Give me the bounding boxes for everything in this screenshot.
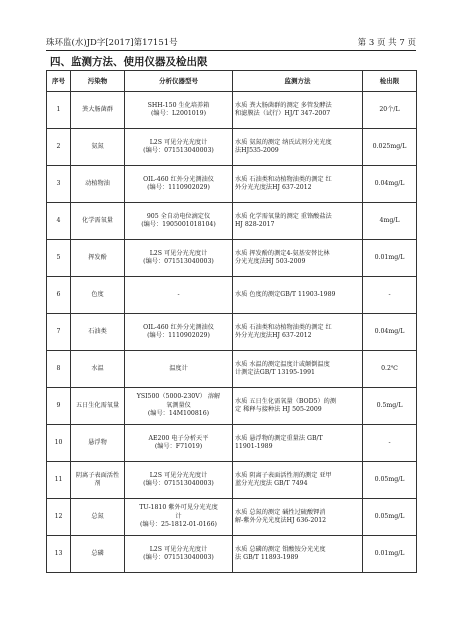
cell-instrument-line: SHH-150 生化培养箱 [147,101,210,109]
table-row [47,462,417,499]
table-body [47,92,417,573]
cell-instrument-line: (编号：L2001019) [150,110,207,117]
cell-method-line: 水质 总氮的测定 碱性过硫酸钾消 [235,508,326,516]
cell-no: 4 [47,203,71,240]
column-header-method: 监测方法 [233,71,363,92]
table-row [47,314,417,351]
cell-instrument-line: OIL-460 红外分光测油仪 [143,323,214,331]
page-header [46,36,416,48]
cell-method-line: 水质 石油类和动植物油类的测定 红 [235,175,332,183]
cell-instrument-line: L2S 可见分光光度计 [149,138,208,146]
cell-instrument [125,388,233,425]
cell-method-line: 水质 总磷的测定 钼酸铵分光光度 [235,545,326,553]
table-row [47,203,417,240]
column-header-limit: 检出限 [363,71,417,92]
cell-no: 7 [47,314,71,351]
cell-instrument [125,129,233,166]
cell-instrument-line: (编号：1110902029) [147,184,210,191]
cell-method [233,129,363,166]
cell-pollutant: 悬浮物 [71,425,125,462]
cell-limit: 0.025mg/L [363,129,417,166]
cell-pollutant: 氨氮 [71,129,125,166]
table-row [47,388,417,425]
cell-limit: 0.05mg/L [363,499,417,536]
cell-pollutant: 粪大肠菌群 [71,92,125,129]
cell-instrument-line: L2S 可见分光光度计 [149,249,208,257]
cell-method [233,425,363,462]
cell-method-line: 水质 石油类和动植物油类的测定 红 [235,323,332,331]
cell-instrument-line: (编号：25-1812-01-0166) [140,521,217,529]
cell-method [233,314,363,351]
cell-instrument-line: - [177,290,180,298]
cell-no: 12 [47,499,71,536]
cell-instrument-line: (编号：071513040003) [143,554,214,561]
cell-no: 8 [47,351,71,388]
cell-no: 2 [47,129,71,166]
cell-no: 6 [47,277,71,314]
cell-instrument-line: 计 [175,512,182,520]
cell-no: 13 [47,536,71,573]
cell-limit: 0.04mg/L [363,314,417,351]
cell-pollutant: 五日生化需氧量 [71,388,125,425]
cell-method-line: 定 稀释与接种法 HJ 505-2009 [235,406,322,413]
cell-method [233,388,363,425]
cell-limit: 4mg/L [363,203,417,240]
cell-method [233,499,363,536]
cell-instrument-line: TU-1810 紫外可见分光光度 [139,504,218,512]
cell-instrument [125,277,233,314]
column-header-instrument: 分析仪器型号 [125,71,233,92]
cell-no: 11 [47,462,71,499]
cell-instrument-line: (编号：071513040003) [143,480,214,487]
cell-method-line: 水质 水温的测定温度计或颠倒温度 [235,360,330,368]
cell-method-line: 分光光度法HJ 503-2009 [235,258,306,265]
cell-no: 9 [47,388,71,425]
cell-method-line: 11901-1989 [235,443,273,450]
cell-method-line: 水质 化学需氧量的测定 重铬酸盐法 [235,212,332,220]
cell-method-line: 解-紫外分光光度法HJ 636-2012 [235,517,327,524]
cell-method-line: 水质 挥发酚的测定4-氨基安替比林 [235,249,330,257]
table-row [47,536,417,573]
cell-method [233,92,363,129]
cell-method-line: 计测定法GB/T 13195-1991 [235,369,315,376]
cell-instrument-line: (编号：1110902029) [147,332,210,339]
cell-no: 1 [47,92,71,129]
column-header-no: 序号 [47,71,71,92]
cell-pollutant: 色度 [71,277,125,314]
cell-instrument-line: (编号：1905001018104) [141,221,216,228]
cell-instrument [125,240,233,277]
cell-limit: 0.5mg/L [363,388,417,425]
cell-method-line: 水质 悬浮物的测定重量法 GB/T [235,434,323,442]
cell-instrument [125,425,233,462]
cell-method-line: 外分光光度法HJ 637-2012 [235,332,312,339]
table-row [47,92,417,129]
cell-instrument-line: 温度计 [169,364,188,372]
cell-method-line: 水质 阴离子表面活性剂的测定 亚甲 [235,471,332,479]
table-header-row [47,71,417,92]
cell-instrument-line: L2S 可见分光光度计 [149,471,208,479]
header-divider [46,50,416,51]
cell-method [233,462,363,499]
cell-method-line: 水质 氨氮的测定 纳氏试剂分光光度 [235,138,332,146]
cell-method-line: 蓝分光光度法 GB/T 7494 [235,480,308,487]
table-row [47,351,417,388]
cell-limit: 0.01mg/L [363,240,417,277]
document-number: 珠环监(水)JD字[2017]第17151号 [46,38,178,48]
table-row [47,425,417,462]
cell-no: 10 [47,425,71,462]
cell-instrument-line: (编号：071513040003) [143,147,214,154]
cell-limit: - [363,425,417,462]
cell-instrument [125,166,233,203]
cell-instrument [125,351,233,388]
cell-pollutant: 动植物油 [71,166,125,203]
cell-instrument-line: (编号：F71019) [154,443,203,450]
cell-instrument-line: YSI500（5000-230V） 溶解 [136,393,221,401]
cell-method-line: 和滤膜法（试行）HJ/T 347-2007 [235,110,331,117]
monitoring-methods-table [46,70,417,573]
cell-method-line: 法 GB/T 11893-1989 [235,554,299,561]
cell-limit: 0.2℃ [363,351,417,388]
table-row [47,166,417,203]
table-row [47,499,417,536]
cell-limit: 20个/L [363,92,417,129]
cell-instrument-line: (编号：14M100816) [147,410,210,418]
cell-instrument-line: L2S 可见分光光度计 [149,545,208,553]
page-number: 第 3 页 共 7 页 [357,38,416,48]
cell-instrument-line: AE200 电子分析天平 [148,434,209,442]
section-title: 四、监测方法、使用仪器及检出限 [50,56,208,68]
cell-method [233,351,363,388]
cell-pollutant: 阴离子表面活性剂 [71,462,125,499]
cell-pollutant: 水温 [71,351,125,388]
cell-method-line: 水质 色度的测定GB/T 11903-1989 [235,290,336,298]
cell-method [233,166,363,203]
cell-no: 5 [47,240,71,277]
cell-method [233,536,363,573]
cell-method [233,240,363,277]
cell-pollutant: 化学需氧量 [71,203,125,240]
cell-pollutant: 石油类 [71,314,125,351]
cell-method [233,203,363,240]
cell-instrument [125,462,233,499]
cell-instrument-line: 905 全自动电位滴定仪 [146,212,211,220]
cell-no: 3 [47,166,71,203]
cell-limit: 0.05mg/L [363,462,417,499]
cell-method-line: 外分光光度法HJ 637-2012 [235,184,312,191]
cell-instrument [125,92,233,129]
cell-instrument [125,499,233,536]
cell-method [233,277,363,314]
cell-method-line: HJ 828-2017 [235,221,275,228]
cell-limit: 0.04mg/L [363,166,417,203]
cell-limit: 0.01mg/L [363,536,417,573]
column-header-pollutant: 污染物 [71,71,125,92]
cell-method-line: 水质 五日生化需氧量（BOD5）的测 [235,397,337,405]
cell-method-line: 法HJ535-2009 [235,147,279,154]
table-row [47,277,417,314]
cell-pollutant: 挥发酚 [71,240,125,277]
cell-instrument [125,203,233,240]
cell-instrument [125,314,233,351]
cell-instrument-line: (编号：071513040003) [143,258,214,265]
cell-pollutant: 总氮 [71,499,125,536]
cell-instrument-line: OIL-460 红外分光测油仪 [143,175,214,183]
cell-pollutant: 总磷 [71,536,125,573]
cell-instrument-line: 氧测量仪 [166,401,191,409]
cell-limit: - [363,277,417,314]
table-row [47,129,417,166]
cell-instrument [125,536,233,573]
cell-method-line: 水质 粪大肠菌群的测定 多管发酵法 [235,101,332,109]
table-row [47,240,417,277]
